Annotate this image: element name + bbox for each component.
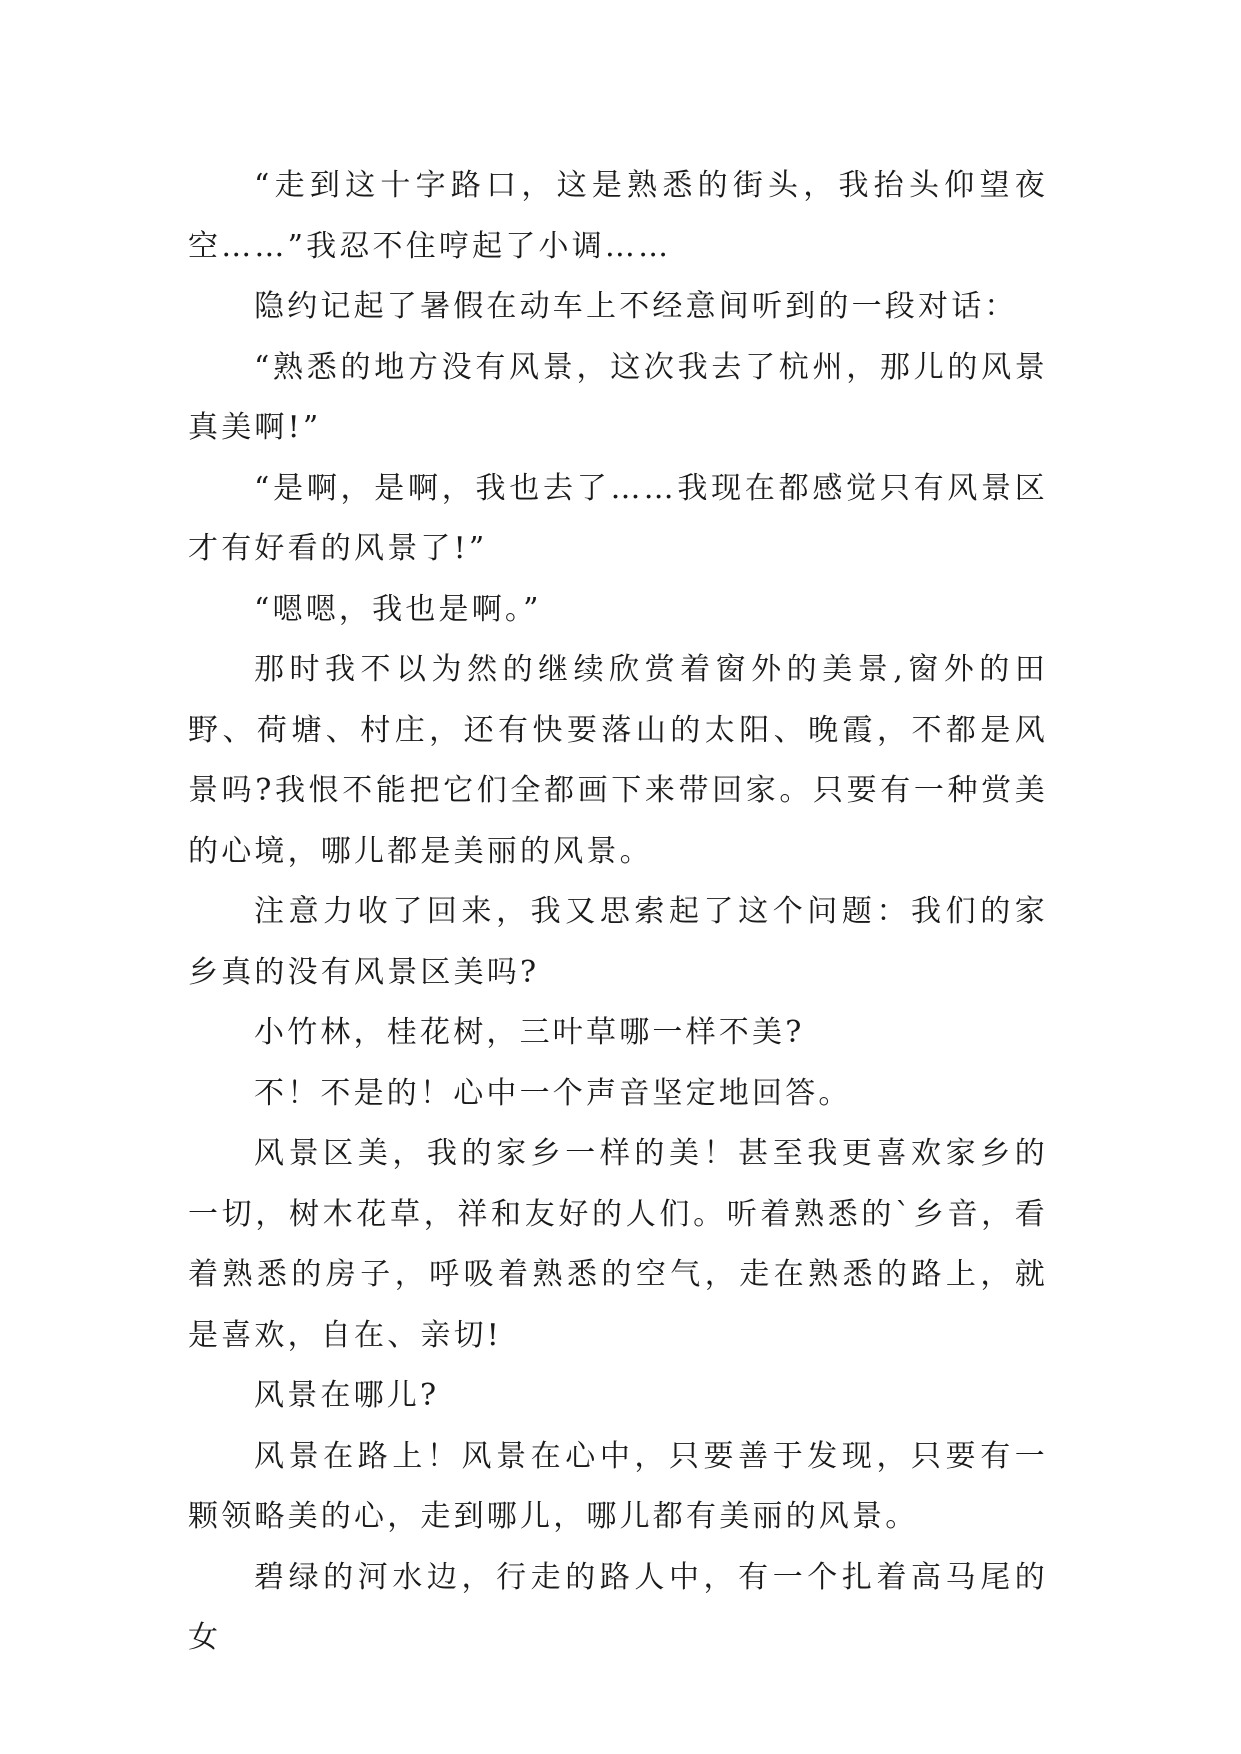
paragraph: 风景区美，我的家乡一样的美！甚至我更喜欢家乡的一切，树木花草，祥和友好的人们。听着熟悉的`乡音，看着熟悉的房子，呼吸着熟悉的空气，走在熟悉的路上，就是喜欢，自在、亲切! bbox=[188, 1136, 1048, 1353]
paragraph: 那时我不以为然的继续欣赏着窗外的美景,窗外的田野、荷塘、村庄，还有快要落山的太阳、晚霞，不都是风景吗?我恨不能把它们全都画下来带回家。只要有一种赏美的心境，哪儿都是美丽的风景。 bbox=[188, 652, 1048, 869]
paragraph: 风景在路上！风景在心中，只要善于发现，只要有一颗领略美的心，走到哪儿，哪儿都有美丽的风景。 bbox=[188, 1438, 1048, 1534]
paragraph: “走到这十字路口，这是熟悉的街头，我抬头仰望夜空……”我忍不住哼起了小调…… bbox=[188, 168, 1048, 264]
paragraph: 注意力收了回来，我又思索起了这个问题：我们的家乡真的没有风景区美吗? bbox=[188, 894, 1048, 990]
paragraph: 碧绿的河水边，行走的路人中，有一个扎着高马尾的女 bbox=[188, 1559, 1048, 1655]
paragraph: “熟悉的地方没有风景，这次我去了杭州，那儿的风景真美啊!” bbox=[188, 349, 1048, 445]
paragraph: 小竹林，桂花树，三叶草哪一样不美? bbox=[254, 1015, 805, 1050]
paragraph: “嗯嗯，我也是啊。” bbox=[254, 591, 542, 627]
paragraph: “是啊，是啊，我也去了……我现在都感觉只有风景区才有好看的风景了!” bbox=[188, 470, 1048, 566]
paragraph: 不！不是的！心中一个声音坚定地回答。 bbox=[254, 1075, 852, 1111]
document-body bbox=[188, 156, 1048, 1669]
paragraph: 隐约记起了暑假在动车上不经意间听到的一段对话： bbox=[254, 289, 1018, 324]
paragraph: 风景在哪儿? bbox=[254, 1378, 440, 1413]
